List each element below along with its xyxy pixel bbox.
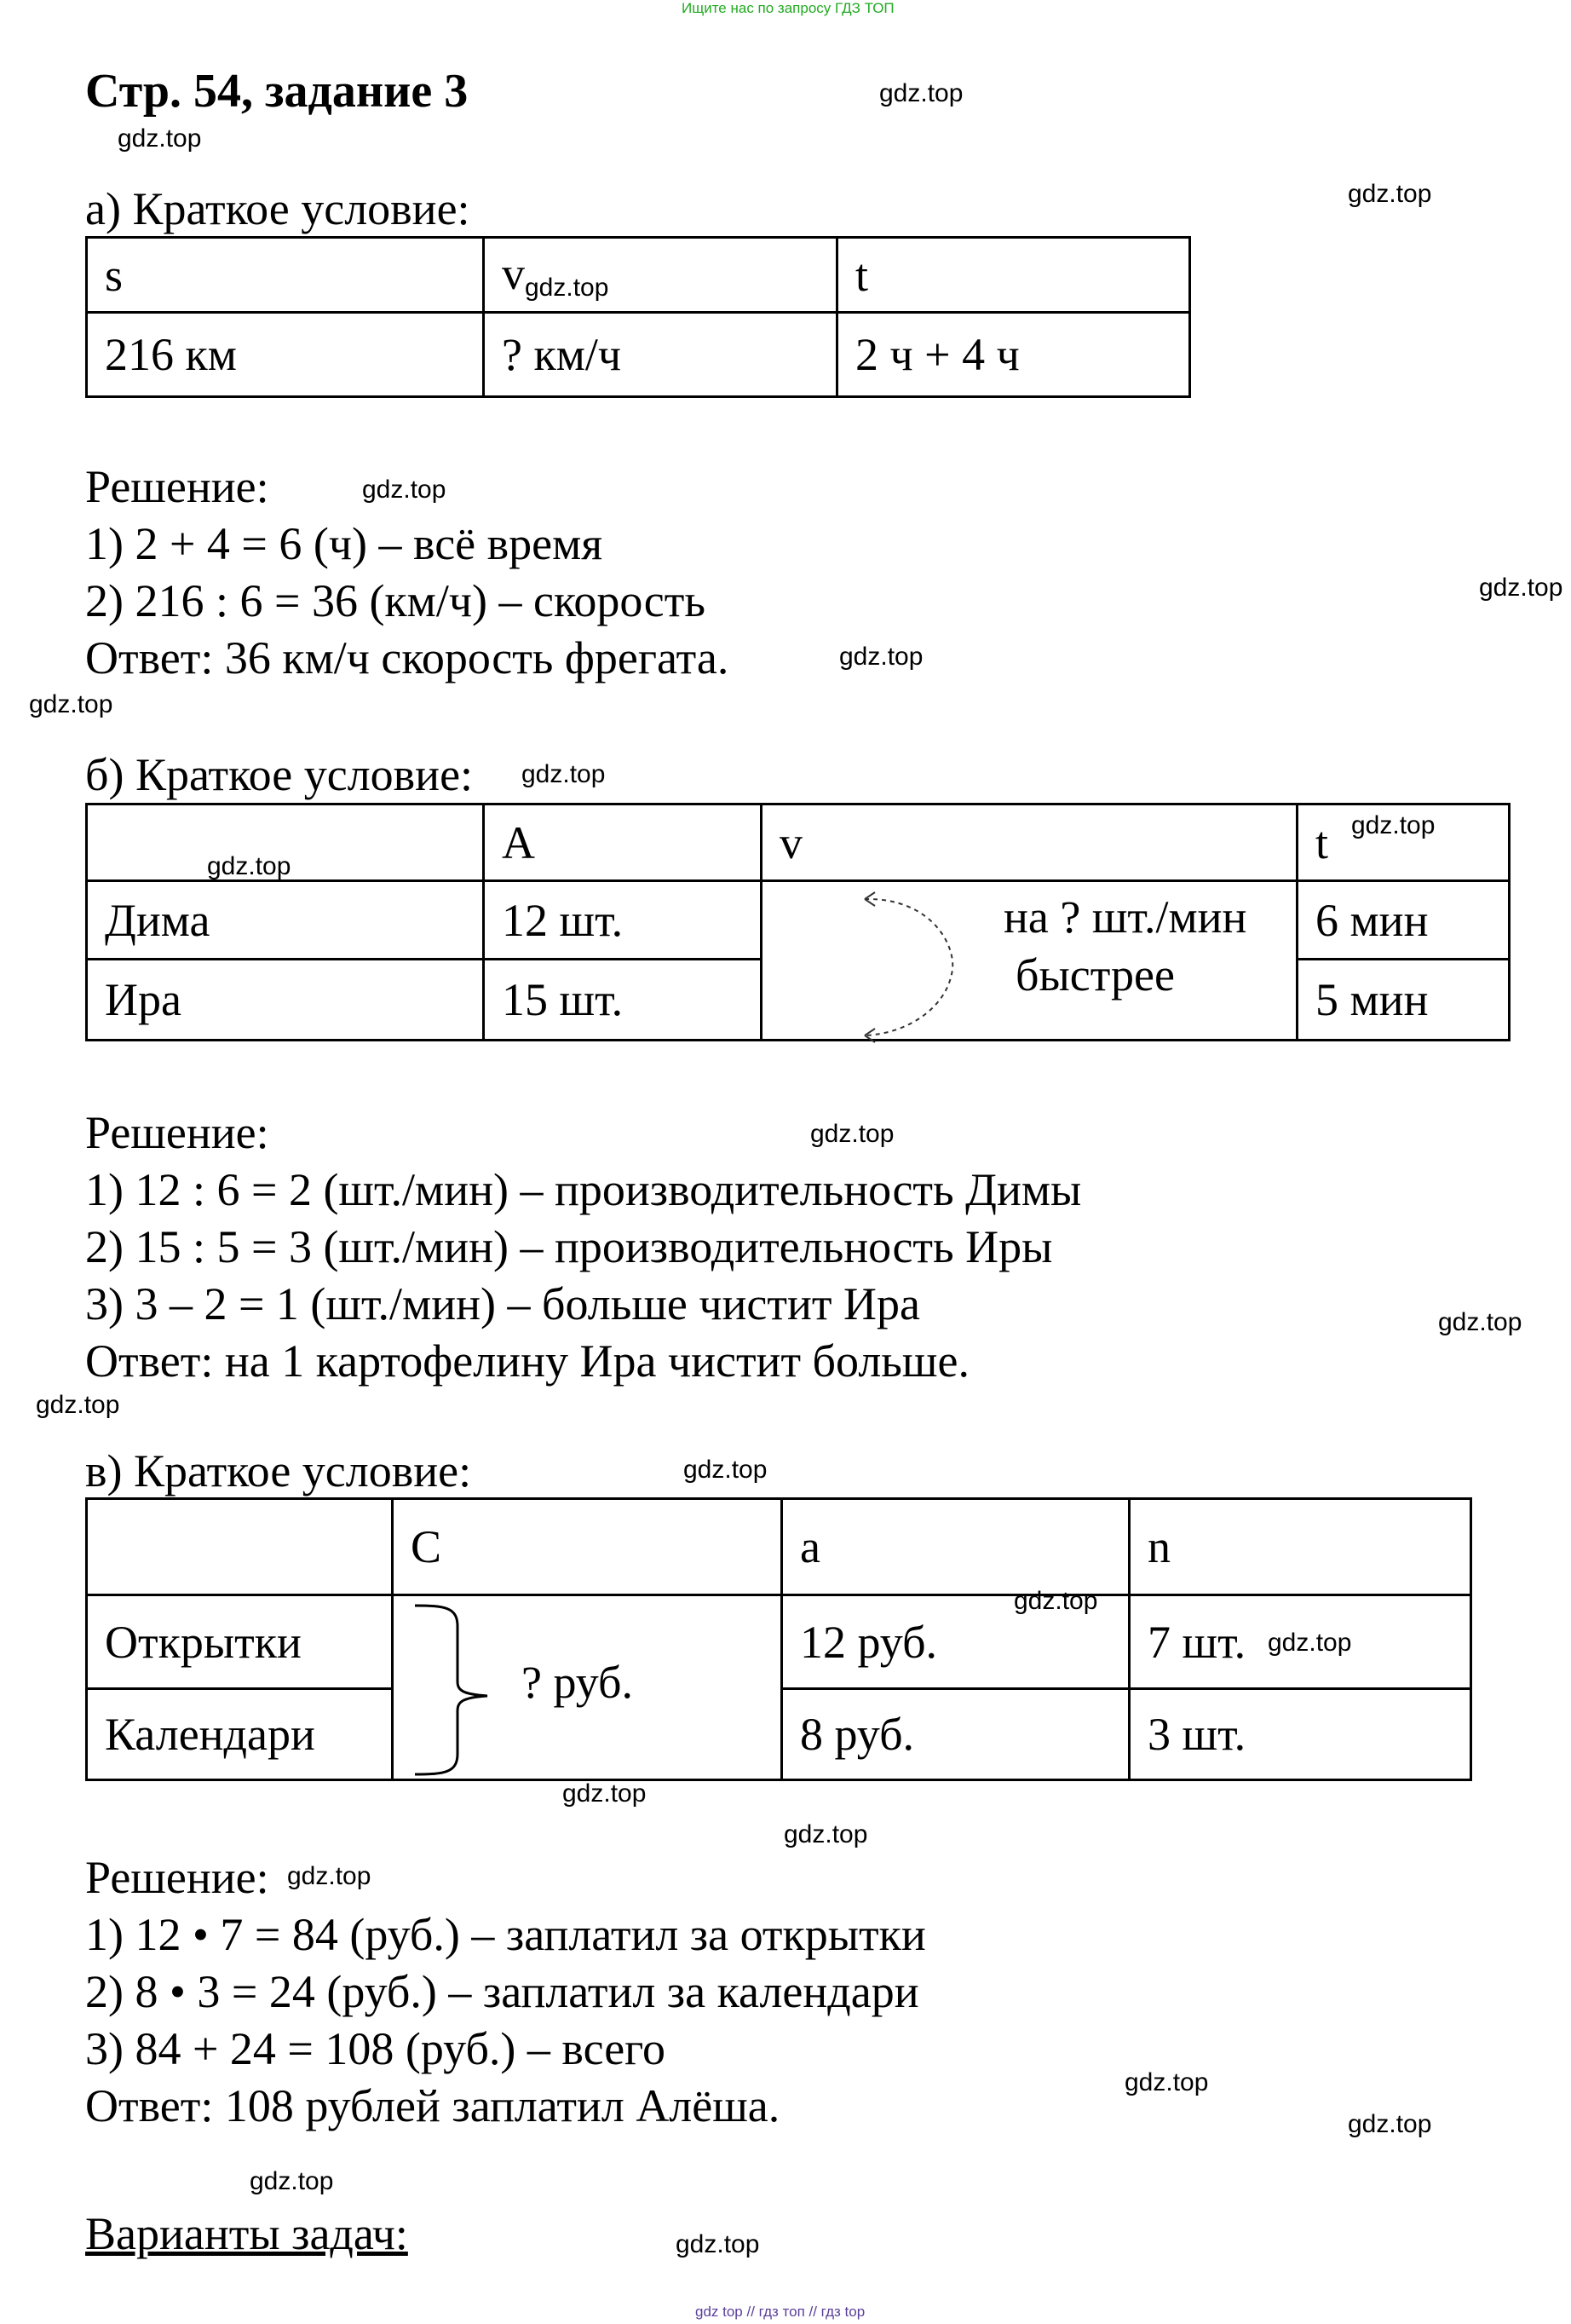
part-b-row-2-t: 5 мин	[1298, 960, 1510, 1041]
watermark: gdz.top	[525, 274, 609, 302]
watermark: gdz.top	[879, 79, 964, 107]
part-c-brace	[411, 1600, 496, 1779]
watermark: gdz.top	[118, 124, 202, 153]
watermark: gdz.top	[1268, 1629, 1352, 1657]
part-b-step-3: 3) 3 – 2 = 1 (шт./мин) – больше чистит Ира	[85, 1278, 920, 1329]
part-b-solution-label: Решение:	[85, 1107, 269, 1158]
watermark: gdz.top	[1479, 574, 1563, 602]
part-c-heading: в) Краткое условие:	[85, 1445, 472, 1496]
part-b-table	[85, 803, 1511, 1041]
part-b-header-t: t	[1298, 804, 1510, 881]
part-c-row-2-a: 8 руб.	[782, 1689, 1130, 1780]
part-c-header-empty	[87, 1499, 393, 1595]
watermark: gdz.top	[683, 1456, 768, 1484]
part-c-row-2-name: Календари	[87, 1689, 393, 1780]
watermark: gdz.top	[362, 476, 446, 504]
part-b-header-v: v	[762, 804, 1298, 881]
part-b-brace-arc	[856, 889, 975, 1046]
watermark: gdz.top	[562, 1779, 647, 1808]
watermark: gdz.top	[1125, 2068, 1209, 2096]
part-c-row-2-n: 3 шт.	[1130, 1689, 1471, 1780]
part-c-table	[85, 1497, 1472, 1781]
part-b-row-1-t: 6 мин	[1298, 881, 1510, 960]
part-c-row-1-n: 7 шт.	[1130, 1595, 1471, 1689]
part-a-solution-label: Решение:	[85, 461, 269, 512]
part-c-c-note: ? руб.	[521, 1657, 634, 1708]
watermark: gdz.top	[810, 1120, 895, 1148]
part-b-header-a: A	[484, 804, 762, 881]
part-b-step-2: 2) 15 : 5 = 3 (шт./мин) – производительность Иры	[85, 1221, 1053, 1272]
part-c-step-1: 1) 12 • 7 = 84 (руб.) – заплатил за открытки	[85, 1909, 926, 1960]
header-search-link[interactable]: Ищите нас по запросу ГДЗ ТОП	[682, 0, 895, 16]
part-a-cell-t: 2 ч + 4 ч	[837, 313, 1190, 397]
part-b-row-1-name: Дима	[87, 881, 484, 960]
part-b-heading: б) Краткое условие:	[85, 749, 474, 800]
part-b-step-1: 1) 12 : 6 = 2 (шт./мин) – производительность Димы	[85, 1164, 1082, 1215]
watermark: gdz.top	[1351, 811, 1436, 839]
part-a-header-t: t	[837, 238, 1190, 313]
part-a-header-v: $v_{gdz.top}$	[484, 238, 837, 313]
part-a-answer: Ответ: 36 км/ч скорость фрегата.	[85, 632, 729, 683]
watermark: gdz.top	[676, 2230, 760, 2258]
watermark: gdz.top	[36, 1391, 120, 1419]
part-a-heading: а) Краткое условие:	[85, 183, 470, 234]
watermark: gdz.top	[839, 643, 924, 671]
part-a-step-1: 1) 2 + 4 = 6 (ч) – всё время	[85, 518, 603, 569]
watermark: gdz.top	[1348, 180, 1432, 208]
part-c-row-1-name: Открытки	[87, 1595, 393, 1689]
part-b-row-2-a: 15 шт.	[484, 960, 762, 1041]
watermark: gdz.top	[29, 690, 113, 718]
footer-text: gdz top // гдз топ // гдз top	[695, 2304, 866, 2320]
part-c-header-c: C	[393, 1499, 782, 1595]
watermark: gdz.top	[1014, 1587, 1098, 1615]
part-c-step-3: 3) 84 + 24 = 108 (руб.) – всего	[85, 2023, 665, 2074]
part-a-step-2: 2) 216 : 6 = 36 (км/ч) – скорость	[85, 575, 705, 626]
part-c-answer: Ответ: 108 рублей заплатил Алёша.	[85, 2080, 780, 2131]
watermark: gdz.top	[784, 1820, 868, 1848]
watermark: gdz.top	[1438, 1308, 1522, 1336]
part-c-c-merged-cell	[393, 1595, 782, 1780]
part-a-cell-s: 216 км	[87, 313, 484, 397]
watermark: gdz.top	[250, 2167, 334, 2195]
watermark: gdz.top	[1348, 2110, 1432, 2138]
part-a-header-s: s	[87, 238, 484, 313]
part-a-cell-v: ? км/ч	[484, 313, 837, 397]
variants-heading: Варианты задач:	[85, 2208, 408, 2259]
part-c-row-1-a: 12 руб.	[782, 1595, 1130, 1689]
part-c-header-n: n	[1130, 1499, 1471, 1595]
part-b-v-note-1: на ? шт./мин	[1004, 891, 1247, 943]
part-b-v-note-2: быстрее	[1016, 949, 1175, 1001]
watermark: gdz.top	[287, 1862, 371, 1890]
part-b-row-1-a: 12 шт.	[484, 881, 762, 960]
watermark: gdz.top	[521, 760, 606, 788]
part-c-solution-label: Решение:	[85, 1852, 269, 1903]
page-title: Стр. 54, задание 3	[85, 65, 469, 118]
part-b-answer: Ответ: на 1 картофелину Ира чистит больше.	[85, 1335, 970, 1387]
watermark: gdz.top	[207, 852, 291, 880]
part-c-header-a: a	[782, 1499, 1130, 1595]
part-b-v-merged-cell	[762, 881, 1298, 1041]
part-b-row-2-name: Ира	[87, 960, 484, 1041]
part-c-step-2: 2) 8 • 3 = 24 (руб.) – заплатил за календари	[85, 1966, 919, 2017]
part-a-table	[85, 236, 1191, 398]
